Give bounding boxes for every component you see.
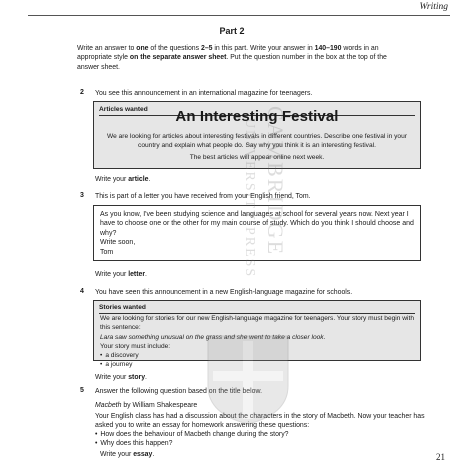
instructions-text: words in an appropriate style [77,45,379,62]
list-item: • a discovery [100,352,139,361]
box-label: Stories wanted [99,304,146,311]
letter-text: As you know, I've been studying science and languages at school for several years now. Next year I have to choose one or the other for my main course of study. Which do you think I should choose and why? [100,211,414,237]
write-task: essay [133,451,153,458]
box-label: Articles wanted [99,106,148,113]
instructions-text: of the questions [148,45,201,52]
write-suffix: . [152,451,155,458]
announcement-headline: An Interesting Festival [175,108,339,125]
write-instruction [95,176,150,183]
essay-questions [95,431,425,448]
write-prefix: Write your [95,176,129,183]
write-suffix: . [145,374,147,381]
letter-signature: Tom [100,249,114,256]
question-prompt: Answer the following question based on the title below. [95,388,263,395]
write-suffix: . [145,271,147,278]
write-task: story [128,374,146,381]
header-label: Writing [419,2,448,12]
instructions-bold: 140–190 [314,45,342,52]
instructions [77,44,407,72]
letter-signoff: Write soon, [100,239,136,246]
book-author: by William Shakespeare [121,402,198,409]
box-rule [99,313,415,314]
write-instruction [95,374,147,381]
stories-include-list [100,352,139,369]
question-number: 3 [80,192,84,199]
page-number: 21 [436,452,445,462]
question-number: 2 [80,89,84,96]
question-prompt: You see this announcement in an international magazine for teenagers. [95,90,313,97]
write-prefix: Write your [100,451,134,458]
write-suffix: . [148,176,151,183]
announcement-box [93,101,421,169]
letter-box [93,205,421,261]
stories-box [93,300,421,368]
announcement-footer: The best articles will appear online next week. [189,154,325,161]
write-prefix: Write your [95,271,129,278]
instructions-bold: 2–5 [200,45,213,52]
watermark-text: CAMBRIDGE [263,106,288,257]
instructions-text: Write an answer to [77,45,137,52]
stories-intro: We are looking for stories for our new English-language magazine for teenagers. Your story must begin with this sentence: [100,315,414,331]
book-title: Macbeth [95,402,122,409]
write-task: article [128,176,149,183]
essay-context: Your English class has had a discussion about the characters in the story of Macbeth. Now your teacher has asked you to write an essay for homework answering these questions: [95,413,425,429]
write-instruction [95,271,147,278]
list-item: • How does the behaviour of Macbeth change during the story? [95,431,425,440]
announcement-body: We are looking for articles about interesting festivals in different countries. Describe one festival in your country and explain what people do. Say why you think it is an interesting festival. [107,133,407,149]
book-title-line [95,401,425,410]
write-prefix: Write your [95,374,129,381]
write-instruction [100,451,154,458]
instructions-text: . Put the question number in the box at the top of the answer sheet. [77,54,387,71]
instructions-bold: one [136,45,149,52]
list-item: • a journey [100,361,139,370]
question-prompt: You have seen this announcement in a new English-language magazine for schools. [95,289,353,296]
instructions-bold: on the separate answer sheet [129,54,227,62]
instructions-text: in this part. Write your answer in [212,45,315,52]
header-rule [28,15,450,16]
question-number: 5 [80,387,84,394]
stories-opening-sentence: Lara saw something unusual on the grass and she went to take a closer look. [100,334,326,341]
stories-must-include: Your story must include: [100,343,171,350]
page-title: Part 2 [219,26,245,36]
question-prompt: This is part of a letter you have received from your English friend, Tom. [95,193,311,200]
watermark-text: UNIVERSITY PRESS [242,118,257,279]
question-number: 4 [80,288,84,295]
write-task: letter [128,271,146,278]
list-item: • Why does this happen? [95,440,425,449]
